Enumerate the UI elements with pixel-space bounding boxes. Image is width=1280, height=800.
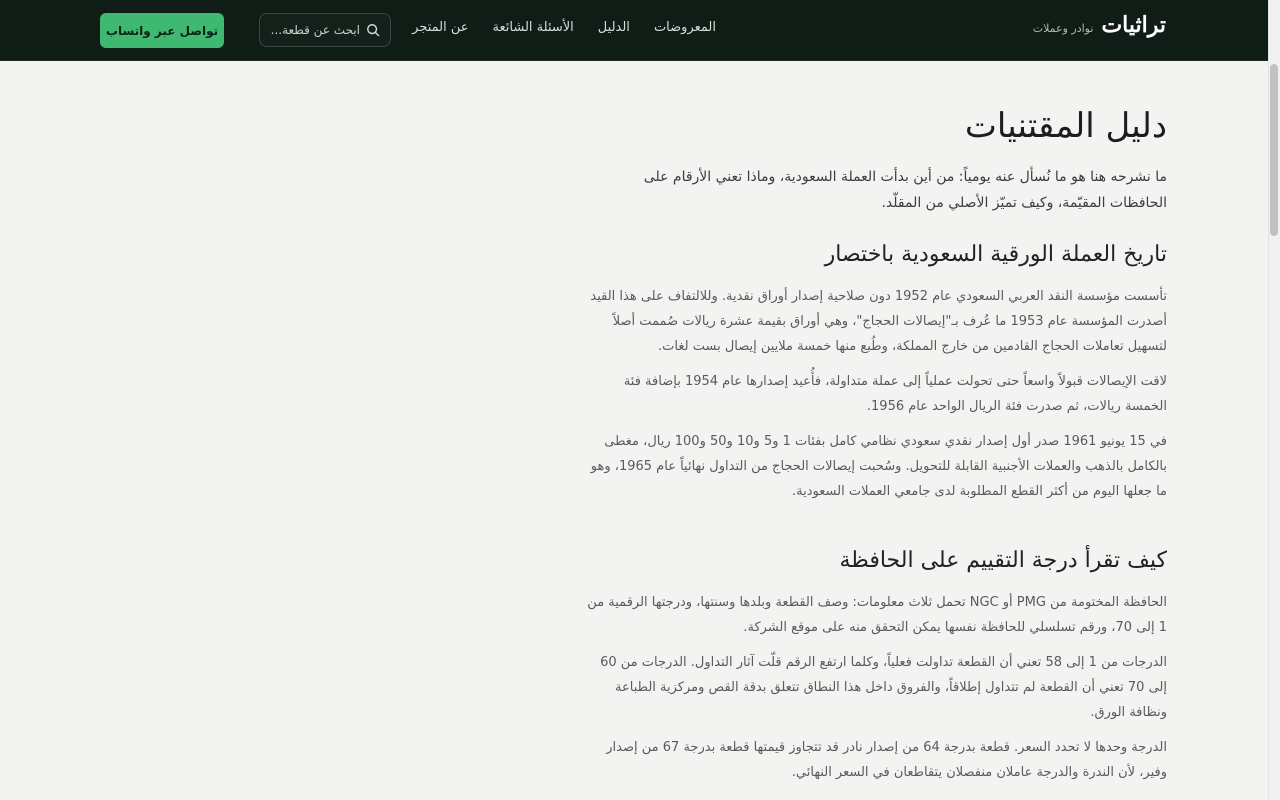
top-navbar	[0, 0, 1268, 61]
section-paragraph: الدرجة وحدها لا تحدد السعر. قطعة بدرجة 64 من إصدار نادر قد تتجاوز قيمتها قطعة بدرجة 67 من إصدار وفير، لأن الندرة والدرجة عاملان منفصلان يتقاطعان في السعر النهائي.	[606, 740, 1167, 780]
guide-content	[585, 100, 1167, 795]
search-icon[interactable]	[366, 23, 380, 37]
section-paragraph: في 15 يونيو 1961 صدر أول إصدار نقدي سعودي نظامي كامل بفئات 1 و5 و10 و50 و100 ريال، مغطى بالكامل بالذهب والعملات الأجنبية القابلة للتحويل. وسُحبت إيصالات الحجاج من التداول نهائياً عام 1965، وهو ما جعلها اليوم من أكثر القطع المطلوبة لدى جامعي العملات السعودية.	[590, 434, 1167, 499]
brand-tagline: نوادر وعملات	[1032, 22, 1094, 35]
brand-name: تراثيات	[1101, 12, 1166, 38]
nav-item-faq[interactable]: الأسئلة الشائعة	[492, 20, 574, 35]
section-grading	[585, 544, 1167, 785]
main-nav	[412, 20, 716, 35]
nav-item-exhibits[interactable]: المعروضات	[653, 20, 716, 35]
page-scrollbar[interactable]	[1268, 0, 1280, 800]
nav-item-about[interactable]: عن المتجر	[412, 20, 469, 35]
page-lead: ما نشرحه هنا هو ما نُسأل عنه يومياً: من أين بدأت العملة السعودية، وماذا تعني الأرقام على الحافظات المقيّمة، وكيف تميّز الأصلي من المقلّد.	[643, 169, 1167, 211]
section-heading: كيف تقرأ درجة التقييم على الحافظة	[839, 548, 1167, 573]
nav-item-guide[interactable]: الدليل	[597, 20, 630, 35]
page-title: دليل المقتنيات	[964, 106, 1167, 146]
section-paragraph: الدرجات من 1 إلى 58 تعني أن القطعة تداولت فعلياً، وكلما ارتفع الرقم قلّت آثار التداول. الدرجات من 60 إلى 70 تعني أن القطعة لم تتداول إطلاقاً، والفروق داخل هذا النطاق تتعلق بدقة القص ومركزية الطباعة ونظافة الورق.	[600, 655, 1167, 720]
whatsapp-contact-button[interactable]: تواصل عبر واتساب	[100, 13, 224, 48]
section-paragraph: تأسست مؤسسة النقد العربي السعودي عام 1952 دون صلاحية إصدار أوراق نقدية. وللالتفاف على هذا القيد أصدرت المؤسسة عام 1953 ما عُرف بـ"إيصالات الحجاج"، وهي أوراق بقيمة عشرة ريالات صُممت أصلاً لتسهيل تعاملات الحجاج القادمين من خارج المملكة، وطُبع منها خمسة ملايين إيصال بست لغات.	[590, 289, 1167, 354]
section-history	[585, 238, 1167, 504]
scrollbar-thumb[interactable]	[1270, 64, 1278, 236]
section-paragraph: لاقت الإيصالات قبولاً واسعاً حتى تحولت عملياً إلى عملة متداولة، فأُعيد إصدارها عام 1954 بإضافة فئة الخمسة ريالات، ثم صدرت فئة الريال الواحد عام 1956.	[623, 374, 1167, 414]
section-paragraph: الحافظة المختومة من PMG أو NGC تحمل ثلاث معلومات: وصف القطعة وبلدها وسنتها، ودرجتها الرقمية من 1 إلى 70، ورقم تسلسلي للحافظة نفسها يمكن التحقق منه على موقع الشركة.	[587, 595, 1167, 635]
brand-logo[interactable]	[1033, 12, 1166, 38]
search-box	[259, 13, 391, 47]
section-heading: تاريخ العملة الورقية السعودية باختصار	[824, 242, 1167, 267]
search-input[interactable]	[270, 23, 360, 37]
